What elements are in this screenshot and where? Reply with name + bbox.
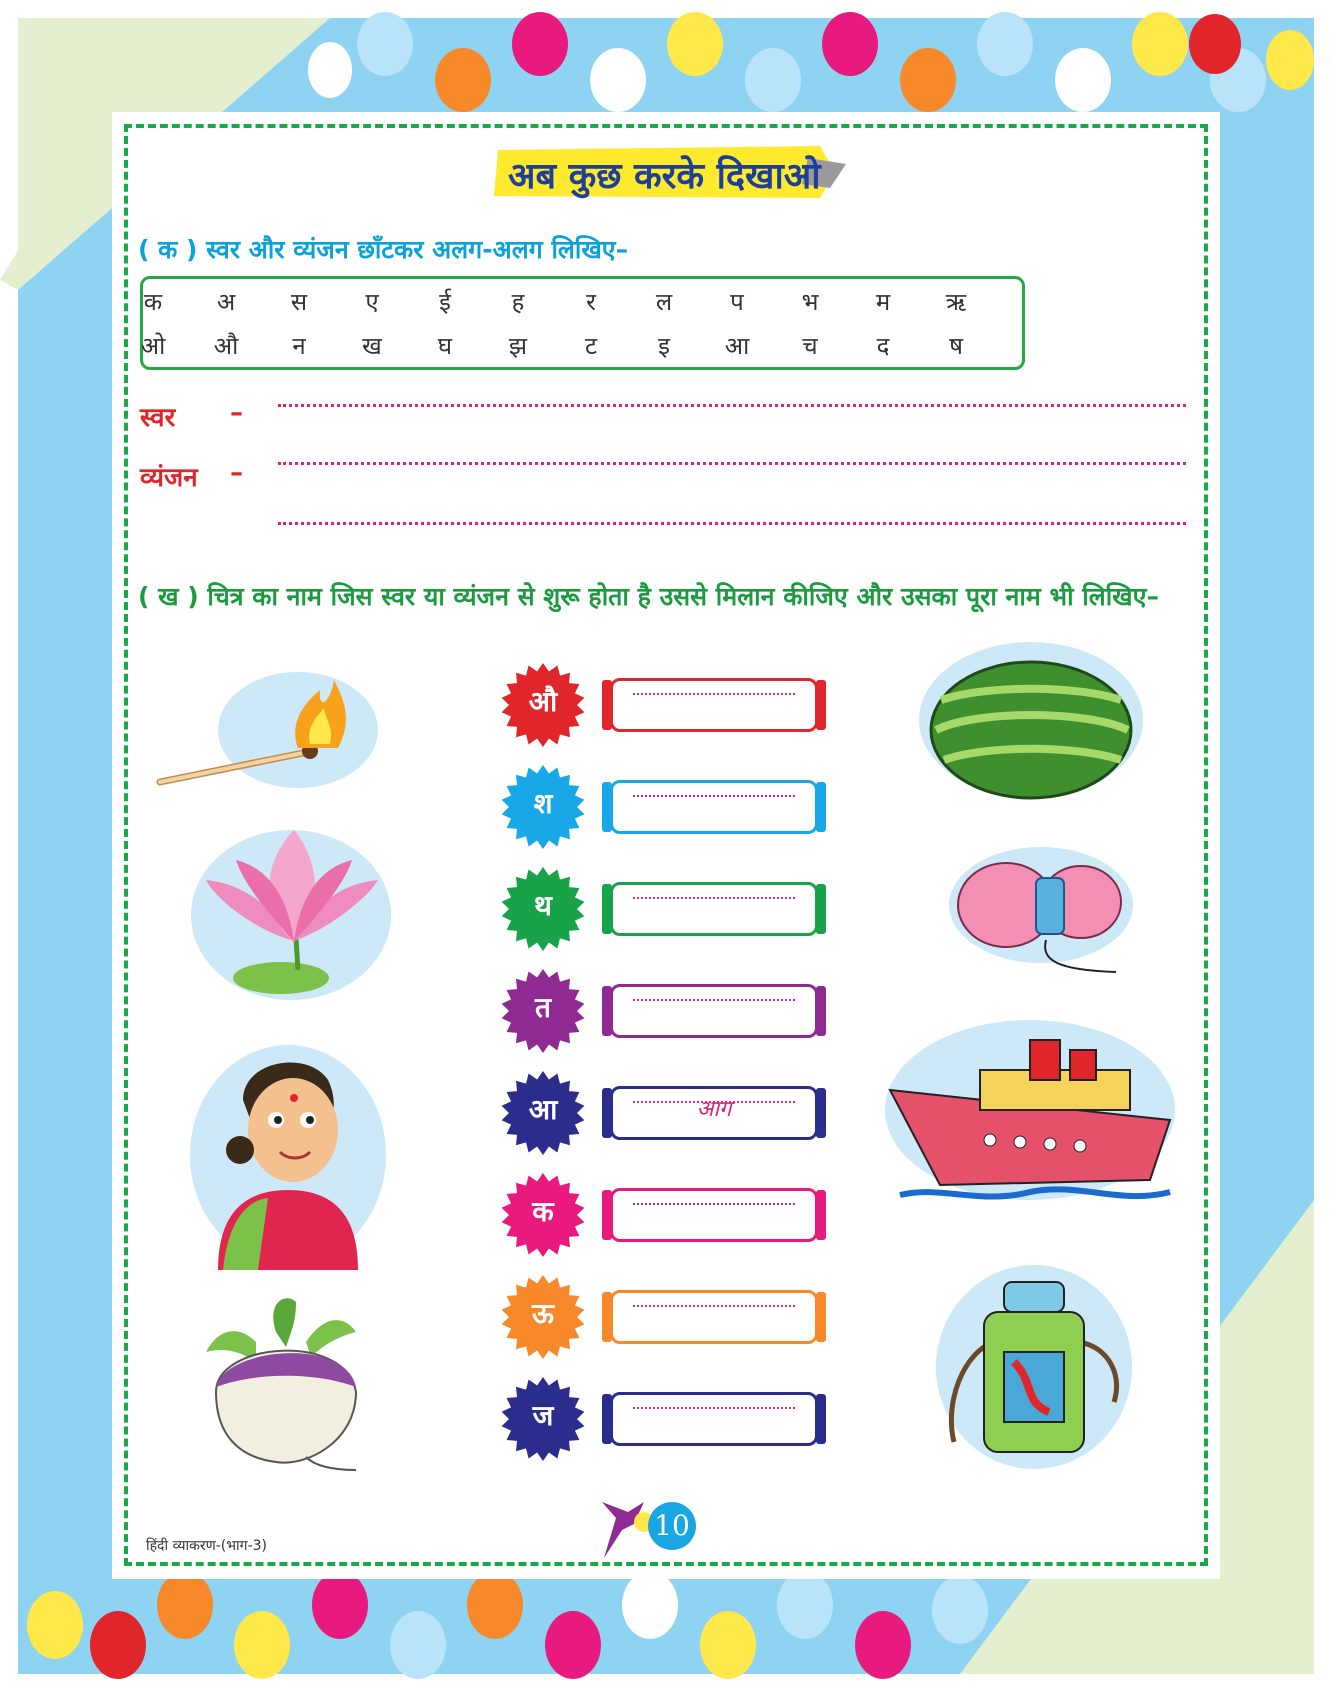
yarn-ball-picture[interactable]	[946, 840, 1136, 980]
section-b-instruction: ( ख ) चित्र का नाम जिस स्वर या व्यंजन से शुरू होता है उससे मिलान कीजिए और उसका पूरा नाम भी लिखिए–	[138, 582, 1159, 611]
answer-dotted-line	[633, 1203, 795, 1205]
letter-cell: ट	[584, 332, 598, 360]
vyanjan-label: व्यंजन	[140, 463, 198, 493]
book-title: हिंदी व्याकरण-(भाग-3)	[146, 1538, 267, 1554]
vyanjan-dash: –	[230, 458, 243, 488]
letter-cell: ए	[365, 288, 379, 316]
match-row	[500, 968, 840, 1048]
letter-cell: स	[290, 288, 308, 316]
match-row	[500, 764, 840, 844]
starburst-letter: ज	[532, 1399, 554, 1432]
matchstick-fire-picture[interactable]	[148, 660, 378, 800]
answer-dotted-line	[633, 1305, 795, 1307]
letter-cell: प	[730, 288, 744, 316]
letter-cell: च	[802, 332, 818, 360]
letter-cell: ई	[439, 288, 451, 316]
letter-cell: आ	[724, 332, 750, 360]
letter-cell: घ	[437, 332, 453, 360]
star-ornament	[600, 1500, 650, 1558]
letter-cell: औ	[213, 332, 239, 360]
letter-cell: झ	[508, 332, 528, 360]
letter-cell: द	[876, 332, 890, 360]
letter-cell: क	[143, 288, 163, 316]
answer-box[interactable]	[610, 984, 818, 1038]
swar-label: स्वर	[140, 403, 176, 433]
match-row	[500, 662, 840, 742]
answer-box[interactable]	[610, 1290, 818, 1344]
page-number: 10	[648, 1502, 696, 1550]
letter-cell: ऋ	[945, 288, 967, 316]
ship-picture[interactable]	[880, 1010, 1180, 1210]
answer-box[interactable]	[610, 780, 818, 834]
answer-dotted-line	[633, 693, 795, 695]
answer-box[interactable]	[610, 1086, 818, 1140]
vyanjan-write-line-2[interactable]	[278, 522, 1186, 525]
swar-write-line[interactable]	[278, 404, 1186, 407]
answer-dotted-line	[633, 897, 795, 899]
letter-cell: भ	[801, 288, 819, 316]
letter-cell: अ	[216, 288, 236, 316]
letter-cell: ष	[949, 332, 963, 360]
letter-row-1	[143, 281, 1022, 321]
answer-box-cap-right	[816, 1292, 826, 1342]
answer-dotted-line	[633, 1407, 795, 1409]
answer-box[interactable]	[610, 1188, 818, 1242]
match-row	[500, 866, 840, 946]
answer-box-cap-right	[816, 986, 826, 1036]
starburst-letter: थ	[534, 889, 552, 922]
watermelon-picture[interactable]	[916, 640, 1146, 810]
letter-cell: न	[292, 332, 306, 360]
match-row	[500, 1274, 840, 1354]
starburst-letter: औ	[528, 685, 558, 718]
swar-dash: –	[230, 398, 243, 428]
match-row	[500, 1376, 840, 1456]
letter-cell: इ	[658, 332, 670, 360]
answer-dotted-line	[633, 999, 795, 1001]
starburst-letter: क	[532, 1195, 554, 1228]
section-a-instruction: ( क ) स्वर और व्यंजन छाँटकर अलग-अलग लिखिए–	[138, 235, 629, 264]
lotus-picture[interactable]	[186, 820, 396, 1010]
answer-text: आग	[696, 1097, 732, 1122]
letter-cell: ख	[362, 332, 382, 360]
match-row	[500, 1070, 840, 1150]
answer-box-cap-right	[816, 884, 826, 934]
answer-box[interactable]	[610, 882, 818, 936]
starburst-letter: त	[535, 991, 551, 1024]
match-row	[500, 1172, 840, 1252]
page-title: अब कुछ करके दिखाओ	[508, 156, 821, 197]
letter-cell: ल	[655, 288, 673, 316]
answer-dotted-line	[633, 795, 795, 797]
title-banner	[490, 144, 850, 200]
answer-box[interactable]	[610, 1392, 818, 1446]
letter-cell: र	[586, 288, 596, 316]
answer-box-cap-right	[816, 1190, 826, 1240]
starburst-letter: ऊ	[532, 1297, 554, 1330]
vyanjan-write-line-1[interactable]	[278, 462, 1186, 465]
answer-box-cap-right	[816, 782, 826, 832]
water-bottle-picture[interactable]	[934, 1262, 1134, 1472]
starburst-letter: श	[533, 787, 553, 820]
letter-cell: ह	[511, 288, 525, 316]
letter-cell: ओ	[140, 332, 166, 360]
letter-row-2	[140, 325, 1022, 365]
answer-box-cap-right	[816, 680, 826, 730]
turnip-picture[interactable]	[196, 1292, 386, 1472]
answer-box[interactable]	[610, 678, 818, 732]
answer-box-cap-right	[816, 1394, 826, 1444]
starburst-letter: आ	[528, 1093, 558, 1126]
woman-picture[interactable]	[188, 1040, 388, 1270]
letter-box	[140, 276, 1025, 370]
letter-cell: म	[875, 288, 891, 316]
answer-box-cap-right	[816, 1088, 826, 1138]
